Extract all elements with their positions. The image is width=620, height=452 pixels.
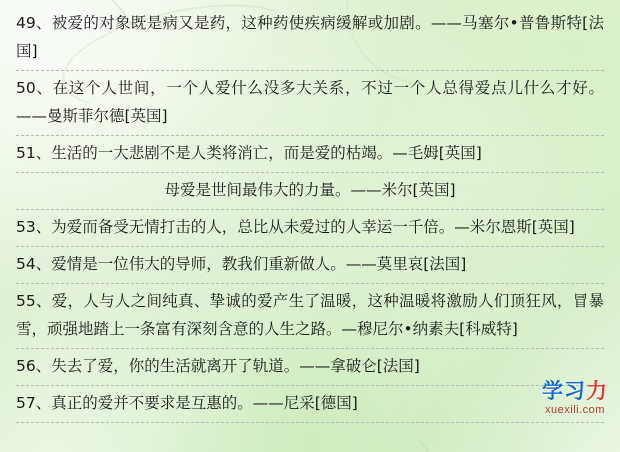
quote-item bbox=[14, 247, 606, 283]
quote-text: 56、失去了爱，你的生活就离开了轨道。——拿破仑[法国] bbox=[16, 357, 420, 375]
quote-item bbox=[14, 136, 606, 172]
quote-text: 49、被爱的对象既是病又是药，这种药使疾病缓解或加剧。——马塞尔•普鲁斯特[法国] bbox=[16, 14, 604, 60]
quote-item bbox=[14, 284, 606, 348]
quote-text: 54、爱情是一位伟大的导师，教我们重新做人。——莫里哀[法国] bbox=[16, 255, 467, 273]
quote-item bbox=[14, 71, 606, 135]
quote-text: 51、生活的一大悲剧不是人类将消亡，而是爱的枯竭。—毛姆[英国] bbox=[16, 144, 482, 162]
divider bbox=[16, 422, 604, 423]
watermark-brand-prefix: 学习 bbox=[542, 379, 586, 403]
watermark-brand bbox=[542, 375, 608, 405]
quote-text: 57、真正的爱并不要求是互惠的。——尼采[德国] bbox=[16, 394, 358, 412]
quote-item bbox=[14, 210, 606, 246]
quote-item bbox=[14, 386, 606, 422]
quote-text: 55、爱，人与人之间纯真、挚诚的爱产生了温暖，这种温暖将激励人们顶狂风，冒暴雪，顽强地踏上一条富有深刻含意的人生之路。—穆尼尔•纳素夫[科威特] bbox=[16, 292, 604, 338]
site-watermark bbox=[542, 375, 608, 416]
quote-item bbox=[14, 349, 606, 385]
quote-text: 母爱是世间最伟大的力量。——米尔[英国] bbox=[164, 181, 456, 199]
quote-item bbox=[14, 6, 606, 70]
quote-text: 53、为爱而备受无情打击的人，总比从未爱过的人幸运一千倍。—米尔恩斯[英国] bbox=[16, 218, 575, 236]
quote-text: 50、在这个人世间，一个人爱什么没多大关系，不过一个人总得爱点儿什么才好。——曼斯菲尔德[英国] bbox=[16, 79, 604, 125]
quote-item bbox=[14, 173, 606, 209]
watermark-brand-accent: 力 bbox=[586, 379, 608, 403]
watermark-url: xuexili.com bbox=[545, 404, 605, 416]
